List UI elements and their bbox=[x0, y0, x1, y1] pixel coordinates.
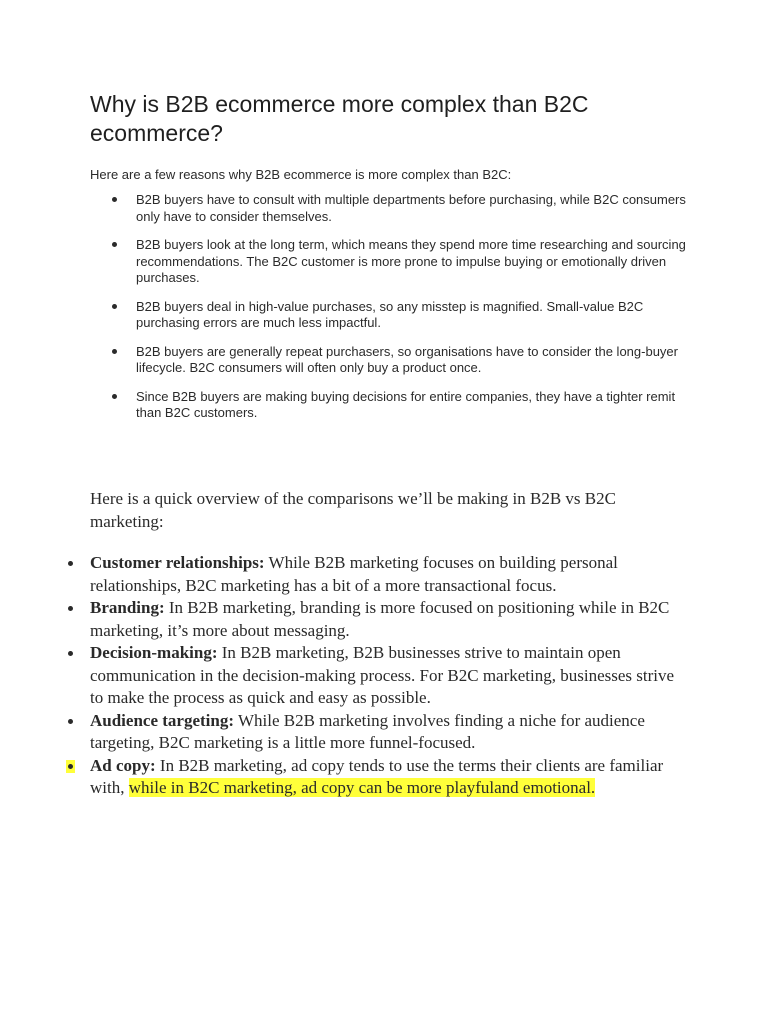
list-item-text: B2B buyers have to consult with multiple departments before purchasing, while B2C consumers only have to consider themselves. bbox=[136, 192, 686, 224]
page-heading: Why is B2B ecommerce more complex than B2C ecommerce? bbox=[90, 91, 589, 146]
bullet-icon bbox=[112, 242, 117, 247]
comparison-term: Audience targeting: bbox=[90, 710, 235, 730]
bullet-icon bbox=[112, 304, 117, 309]
bullet-icon bbox=[68, 651, 73, 656]
comparison-text: In B2B marketing, ad copy tends to use the terms their clients are familiar with, bbox=[90, 755, 664, 797]
comparisons-list bbox=[66, 552, 686, 800]
list-item bbox=[112, 192, 692, 225]
comparison-text: In B2B marketing, B2B businesses strive to maintain open communication in the decision-making process. For B2C marketing, businesses strive to make the process as quick and easy as possible. bbox=[90, 643, 675, 707]
comparison-item-ad-copy bbox=[66, 755, 686, 800]
comparison-term: Branding: bbox=[90, 598, 165, 617]
list-item bbox=[112, 389, 692, 422]
list-item bbox=[112, 299, 692, 332]
list-item bbox=[112, 344, 692, 377]
highlighted-bullet-icon bbox=[66, 760, 75, 773]
comparison-text: While B2B marketing focuses on building personal relationships, B2C marketing has a bit of a more transactional focus. bbox=[90, 553, 618, 595]
bullet-icon bbox=[68, 606, 73, 611]
comparison-item-customer-relationships bbox=[66, 552, 686, 597]
comparison-term: Ad copy: bbox=[90, 755, 156, 775]
comparison-item-branding bbox=[66, 597, 686, 642]
reasons-list bbox=[112, 192, 692, 434]
bullet-icon bbox=[68, 719, 73, 724]
list-item-text: Since B2B buyers are making buying decisions for entire companies, they have a tighter remit than B2C customers. bbox=[136, 388, 676, 420]
list-item-text: B2B buyers look at the long term, which means they spend more time researching and sourcing recommendations. The B2C customer is more prone to impulse buying or emotionally driven purchases. bbox=[136, 237, 686, 285]
list-item bbox=[112, 237, 692, 287]
highlighted-text: while in B2C marketing, ad copy can be more playfuland emotional. bbox=[128, 778, 596, 797]
comparison-term: Decision-making: bbox=[90, 643, 218, 662]
comparison-text: While B2B marketing involves finding a niche for audience targeting, B2C marketing is a little more funnel-focused. bbox=[90, 710, 645, 752]
list-item-text: B2B buyers are generally repeat purchasers, so organisations have to consider the long-buyer lifecycle. B2C consumers will often only buy a product once. bbox=[136, 343, 678, 375]
comparison-item-audience-targeting bbox=[66, 710, 686, 755]
bullet-icon bbox=[112, 394, 117, 399]
comparison-item-decision-making bbox=[66, 642, 686, 710]
bullet-icon bbox=[112, 197, 117, 202]
bullet-icon bbox=[112, 349, 117, 354]
intro-paragraph: Here are a few reasons why B2B ecommerce is more complex than B2C: bbox=[90, 167, 512, 182]
overview-intro-paragraph: Here is a quick overview of the comparisons we’ll be making in B2B vs B2C marketing: bbox=[90, 489, 616, 531]
comparison-term: Customer relationships: bbox=[90, 553, 265, 572]
bullet-icon bbox=[68, 561, 73, 566]
comparison-text: In B2B marketing, branding is more focused on positioning while in B2C marketing, it’s more about messaging. bbox=[90, 598, 670, 640]
list-item-text: B2B buyers deal in high-value purchases, so any misstep is magnified. Small-value B2C purchasing errors are much less impactful. bbox=[136, 298, 644, 330]
